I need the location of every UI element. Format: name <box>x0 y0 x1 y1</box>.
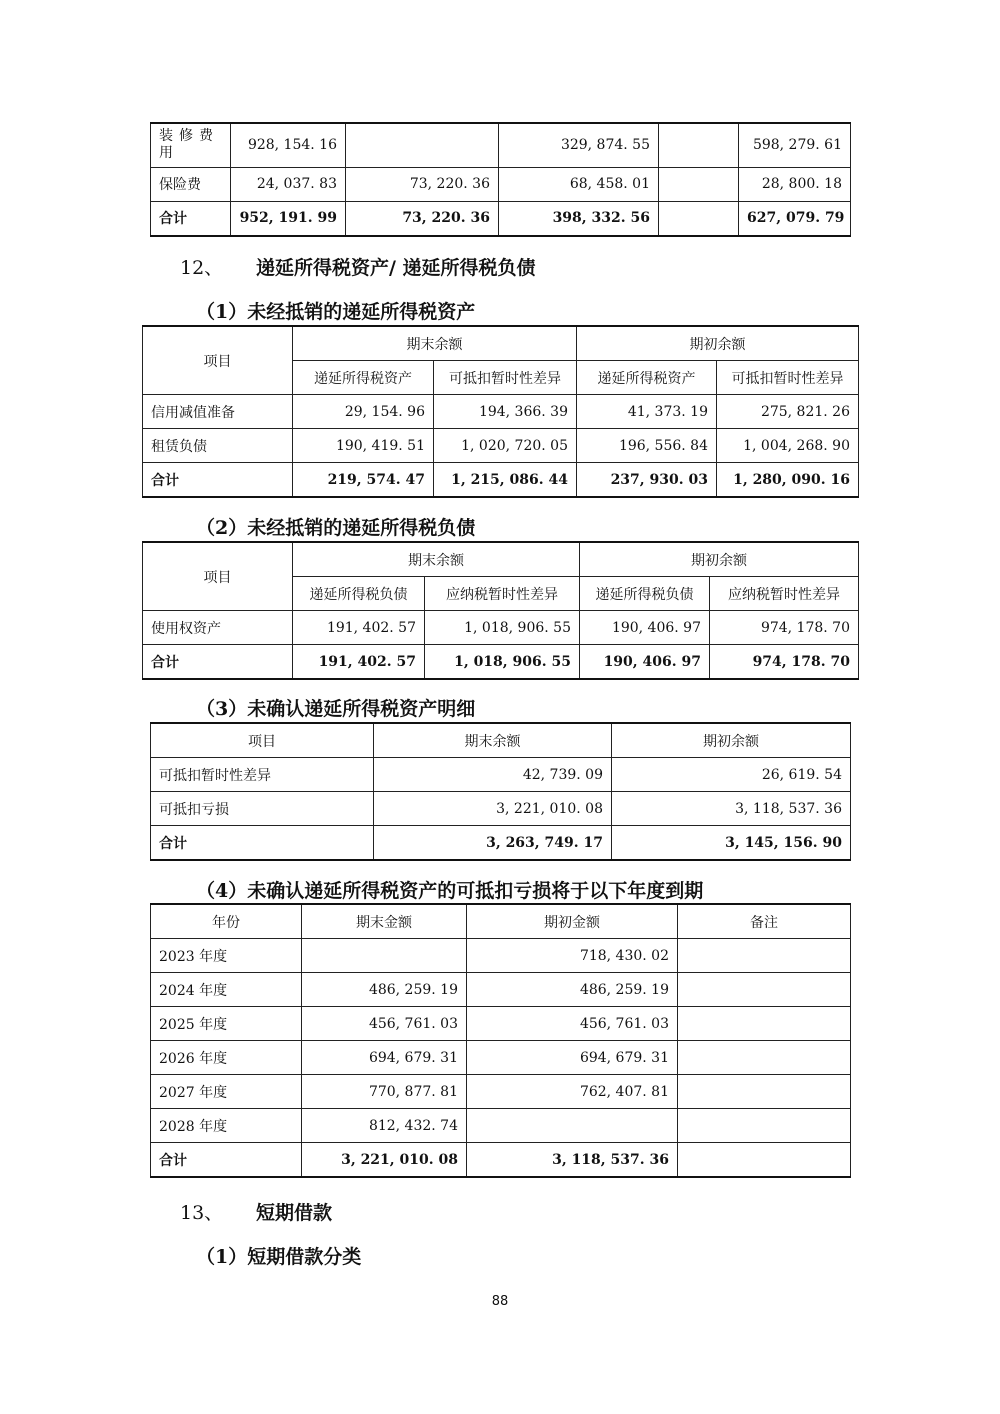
cell-note <box>678 1007 851 1041</box>
page-number: 88 <box>491 1294 509 1309</box>
header-col: 递延所得税资产 <box>577 361 717 395</box>
table-row <box>151 1075 851 1109</box>
section-heading-13 <box>180 1198 332 1225</box>
subsection-title: （1）未经抵销的递延所得税资产 <box>196 301 476 323</box>
cell-value: 398, 332. 56 <box>499 201 659 236</box>
row-label: 2024 年度 <box>151 973 302 1007</box>
cell-value: 3, 118, 537. 36 <box>612 792 851 826</box>
section-title: 递延所得税资产/ 递延所得税负债 <box>256 257 536 279</box>
section-number: 12、 <box>180 257 224 279</box>
deferred-tax-liabilities-table <box>142 541 859 680</box>
cell-value: 329, 874. 55 <box>499 123 659 167</box>
cell-value <box>659 123 739 167</box>
cell-value: 237, 930. 03 <box>577 463 717 498</box>
cell-value: 190, 406. 97 <box>580 611 710 645</box>
prepaid-expense-table <box>150 122 851 237</box>
cell-value: 190, 419. 51 <box>293 429 434 463</box>
cell-note <box>678 939 851 973</box>
header-col: 递延所得税负债 <box>293 577 425 611</box>
cell-value: 1, 280, 090. 16 <box>717 463 859 498</box>
cell-value: 928, 154. 16 <box>231 123 346 167</box>
header-begin-balance: 期初余额 <box>577 326 859 361</box>
cell-value: 3, 145, 156. 90 <box>612 826 851 861</box>
cell-value: 73, 220. 36 <box>346 201 499 236</box>
header-col: 递延所得税资产 <box>293 361 434 395</box>
cell-value: 974, 178. 70 <box>710 611 859 645</box>
row-label: 2028 年度 <box>151 1109 302 1143</box>
cell-value <box>467 1109 678 1143</box>
cell-value: 1, 018, 906. 55 <box>425 611 580 645</box>
section-title: 短期借款 <box>256 1202 333 1224</box>
section-number: 13、 <box>180 1202 224 1224</box>
cell-value: 41, 373. 19 <box>577 395 717 429</box>
header-row <box>143 542 859 577</box>
cell-value: 196, 556. 84 <box>577 429 717 463</box>
cell-note <box>678 1109 851 1143</box>
header-end-balance: 期末余额 <box>293 326 577 361</box>
row-label: 使用权资产 <box>143 611 293 645</box>
row-label: 可抵扣亏损 <box>151 792 374 826</box>
header-row <box>151 723 851 758</box>
header-col: 应纳税暂时性差异 <box>710 577 859 611</box>
header-begin-balance: 期初余额 <box>612 723 851 758</box>
header-item: 项目 <box>151 723 374 758</box>
cell-note <box>678 1041 851 1075</box>
table-row <box>151 123 851 167</box>
table-row <box>151 1041 851 1075</box>
table-row <box>151 1007 851 1041</box>
cell-value: 770, 877. 81 <box>302 1075 467 1109</box>
subsection-title: （4）未确认递延所得税资产的可抵扣亏损将于以下年度到期 <box>196 880 704 902</box>
cell-value: 42, 739. 09 <box>374 758 612 792</box>
row-label: 合计 <box>151 1143 302 1178</box>
cell-note <box>678 973 851 1007</box>
table-row <box>151 167 851 201</box>
header-item: 项目 <box>143 326 293 395</box>
header-col: 应纳税暂时性差异 <box>425 577 580 611</box>
cell-value: 3, 221, 010. 08 <box>374 792 612 826</box>
cell-value: 1, 215, 086. 44 <box>434 463 577 498</box>
cell-value: 456, 761. 03 <box>302 1007 467 1041</box>
header-item: 项目 <box>143 542 293 611</box>
header-col: 可抵扣暂时性差异 <box>434 361 577 395</box>
cell-value: 73, 220. 36 <box>346 167 499 201</box>
cell-value: 1, 018, 906. 55 <box>425 645 580 680</box>
row-label: 装修费用 <box>151 123 231 167</box>
cell-value: 456, 761. 03 <box>467 1007 678 1041</box>
header-year: 年份 <box>151 904 302 939</box>
row-label: 2027 年度 <box>151 1075 302 1109</box>
table-row-total <box>143 645 859 680</box>
cell-value: 275, 821. 26 <box>717 395 859 429</box>
row-label: 合计 <box>151 826 374 861</box>
row-label: 合计 <box>143 463 293 498</box>
cell-value: 1, 020, 720. 05 <box>434 429 577 463</box>
cell-value: 191, 402. 57 <box>293 645 425 680</box>
loss-expiry-table <box>150 903 851 1178</box>
table-row-total <box>143 463 859 498</box>
row-label: 合计 <box>143 645 293 680</box>
header-col: 递延所得税负债 <box>580 577 710 611</box>
cell-note <box>678 1075 851 1109</box>
table-row <box>143 429 859 463</box>
section-heading-12 <box>180 253 536 280</box>
cell-value: 627, 079. 79 <box>739 201 851 236</box>
cell-value: 486, 259. 19 <box>467 973 678 1007</box>
table-row <box>151 973 851 1007</box>
table-row <box>151 758 851 792</box>
header-row <box>143 326 859 361</box>
subsection-title: （2）未经抵销的递延所得税负债 <box>196 517 476 539</box>
header-end-balance: 期末余额 <box>374 723 612 758</box>
cell-value: 718, 430. 02 <box>467 939 678 973</box>
row-label: 租赁负债 <box>143 429 293 463</box>
cell-value: 694, 679. 31 <box>467 1041 678 1075</box>
cell-value: 486, 259. 19 <box>302 973 467 1007</box>
table-row-total <box>151 826 851 861</box>
header-note: 备注 <box>678 904 851 939</box>
cell-value: 974, 178. 70 <box>710 645 859 680</box>
cell-value: 28, 800. 18 <box>739 167 851 201</box>
deferred-tax-assets-table <box>142 325 859 498</box>
cell-value: 3, 118, 537. 36 <box>467 1143 678 1178</box>
header-end-amount: 期末金额 <box>302 904 467 939</box>
cell-value: 598, 279. 61 <box>739 123 851 167</box>
row-label: 合计 <box>151 201 231 236</box>
table-row-total <box>151 1143 851 1178</box>
table-row <box>143 395 859 429</box>
row-label: 可抵扣暂时性差异 <box>151 758 374 792</box>
cell-value <box>302 939 467 973</box>
cell-value: 190, 406. 97 <box>580 645 710 680</box>
header-row <box>151 904 851 939</box>
unrecognized-deferred-tax-table <box>150 722 851 861</box>
table-row <box>151 939 851 973</box>
cell-value <box>659 201 739 236</box>
table-row <box>143 611 859 645</box>
cell-value: 191, 402. 57 <box>293 611 425 645</box>
row-label: 2025 年度 <box>151 1007 302 1041</box>
cell-value: 26, 619. 54 <box>612 758 851 792</box>
header-begin-balance: 期初余额 <box>580 542 859 577</box>
cell-value <box>659 167 739 201</box>
row-label: 2026 年度 <box>151 1041 302 1075</box>
cell-value: 694, 679. 31 <box>302 1041 467 1075</box>
cell-value: 29, 154. 96 <box>293 395 434 429</box>
row-label: 信用减值准备 <box>143 395 293 429</box>
subsection-title: （1）短期借款分类 <box>196 1246 362 1268</box>
table-row-total <box>151 201 851 236</box>
cell-value: 68, 458. 01 <box>499 167 659 201</box>
row-label: 2023 年度 <box>151 939 302 973</box>
subsection-title: （3）未确认递延所得税资产明细 <box>196 698 476 720</box>
cell-value: 3, 263, 749. 17 <box>374 826 612 861</box>
cell-value: 3, 221, 010. 08 <box>302 1143 467 1178</box>
header-begin-amount: 期初金额 <box>467 904 678 939</box>
cell-value: 812, 432. 74 <box>302 1109 467 1143</box>
header-end-balance: 期末余额 <box>293 542 580 577</box>
cell-value: 762, 407. 81 <box>467 1075 678 1109</box>
cell-value: 952, 191. 99 <box>231 201 346 236</box>
cell-value: 1, 004, 268. 90 <box>717 429 859 463</box>
table-row <box>151 792 851 826</box>
header-col: 可抵扣暂时性差异 <box>717 361 859 395</box>
table-row <box>151 1109 851 1143</box>
cell-value <box>346 123 499 167</box>
cell-note <box>678 1143 851 1178</box>
cell-value: 24, 037. 83 <box>231 167 346 201</box>
row-label: 保险费 <box>151 167 231 201</box>
cell-value: 194, 366. 39 <box>434 395 577 429</box>
cell-value: 219, 574. 47 <box>293 463 434 498</box>
